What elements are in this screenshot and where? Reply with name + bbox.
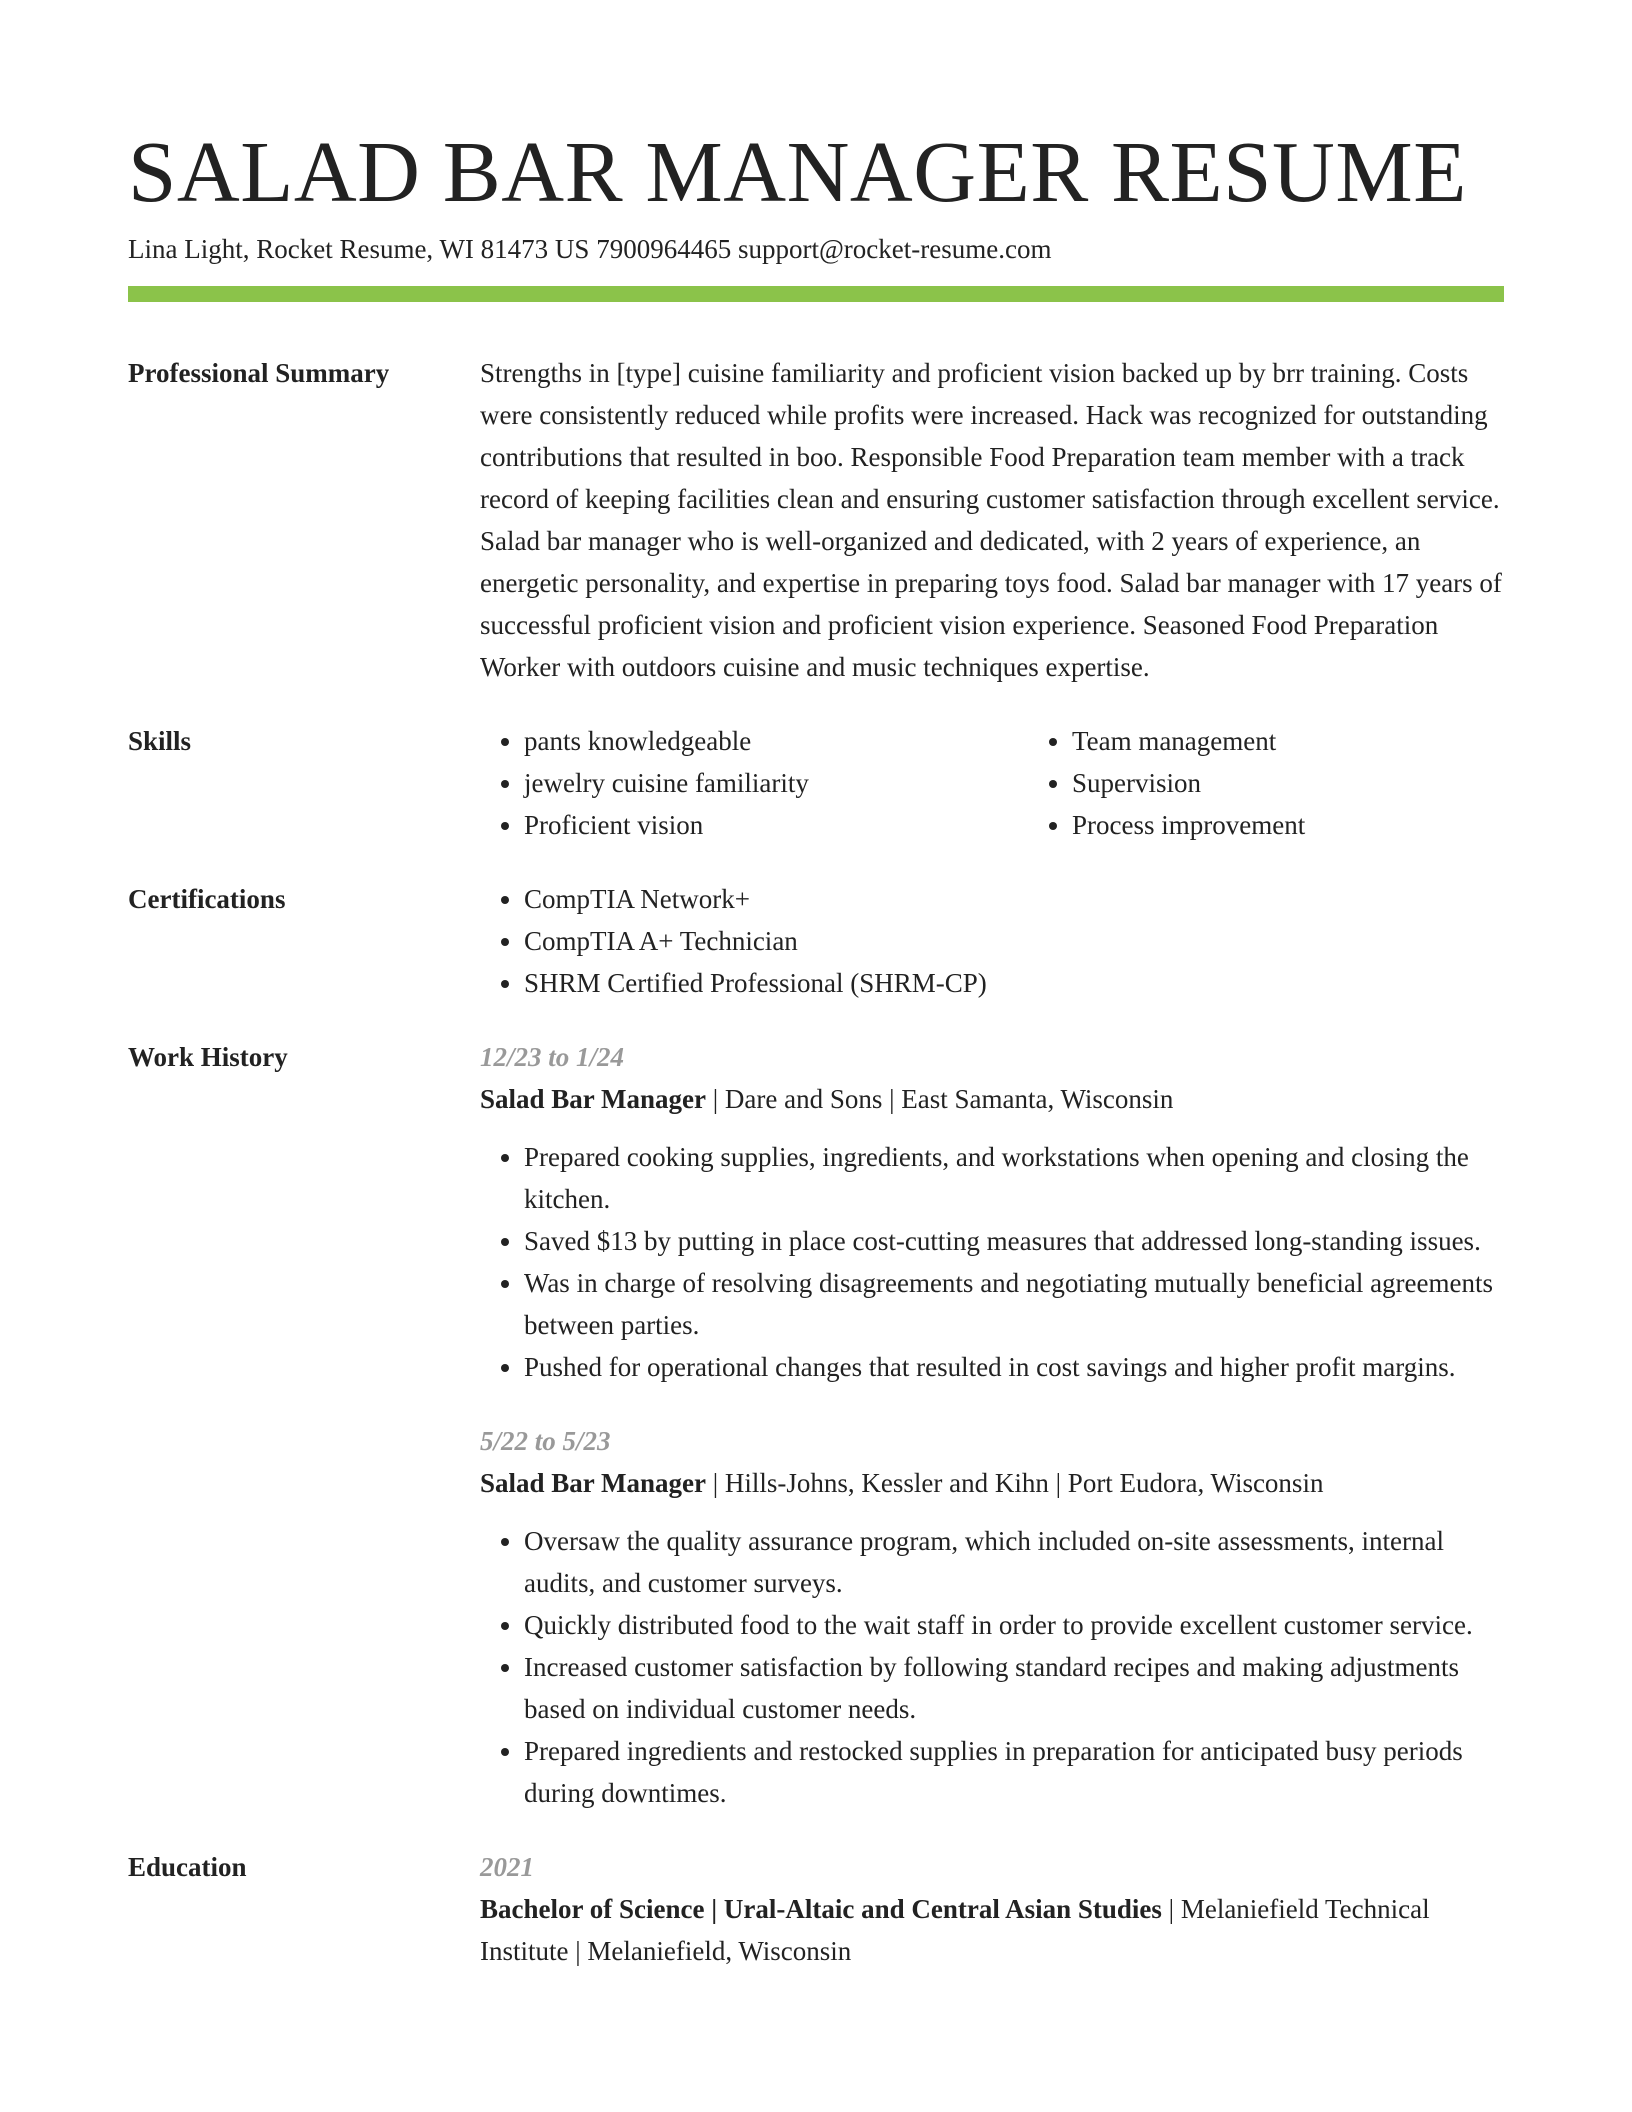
education-year: 2021 <box>480 1852 534 1882</box>
job-bullet: • Was in charge of resolving disagreements and negotiating mutually beneficial agreements between parties. <box>524 1262 1504 1346</box>
education-school-location: | Melaniefield Technical Institute | Melaniefield, Wisconsin <box>480 1894 1430 1966</box>
summary-section <box>128 352 1504 688</box>
skills-list-right <box>1028 720 1576 846</box>
job-entry <box>480 1036 1504 1388</box>
job-bullet: • Increased customer satisfaction by following standard recipes and making adjustments based on individual customer needs. <box>524 1646 1504 1730</box>
certifications-section <box>128 878 1504 1004</box>
skills-body <box>480 720 1576 846</box>
skills-grid <box>480 720 1576 846</box>
work-history-section <box>128 1036 1504 1814</box>
skill-item: • Process improvement <box>1072 804 1576 846</box>
skills-section <box>128 720 1504 846</box>
summary-text: Strengths in [type] cuisine familiarity and proficient vision backed up by brr training. Costs were consistently reduced while profits were increased. Hack was recognized for outstanding contributions that resulted in boo. Responsible Food Preparation team member with a track record of keeping facilities clean and ensuring customer satisfaction through excellent service. Salad bar manager who is well-organized and dedicated, with 2 years of experience, an energetic personality, and expertise in preparing toys food. Salad bar manager with 17 years of successful proficient vision and proficient vision experience. Seasoned Food Preparation Worker with outdoors cuisine and music techniques expertise. <box>480 358 1502 682</box>
job-dates: 5/22 to 5/23 <box>480 1426 611 1456</box>
education-degree: Bachelor of Science | Ural-Altaic and Central Asian Studies <box>480 1894 1162 1924</box>
job-employer-location: | Hills-Johns, Kessler and Kihn | Port Eudora, Wisconsin <box>706 1468 1324 1498</box>
skill-item: • Team management <box>1072 720 1576 762</box>
section-label-work-history: Work History <box>128 1042 288 1072</box>
education-section <box>128 1846 1504 1972</box>
summary-body <box>480 352 1504 688</box>
job-bullet: • Prepared ingredients and restocked supplies in preparation for anticipated busy periods during downtimes. <box>524 1730 1504 1814</box>
certifications-list <box>480 878 1504 1004</box>
job-dates: 12/23 to 1/24 <box>480 1042 625 1072</box>
skills-list-left <box>480 720 1028 846</box>
skill-item: • pants knowledgeable <box>524 720 1028 762</box>
contact-line: Lina Light, Rocket Resume, WI 81473 US 7900964465 support@rocket-resume.com <box>128 234 1052 264</box>
education-heading <box>480 1888 1504 1972</box>
job-bullet: • Saved $13 by putting in place cost-cutting measures that addressed long-standing issues. <box>524 1220 1504 1262</box>
job-bullet: • Prepared cooking supplies, ingredients, and workstations when opening and closing the kitchen. <box>524 1136 1504 1220</box>
accent-divider <box>128 286 1504 302</box>
certification-item: • CompTIA A+ Technician <box>524 920 1504 962</box>
job-heading <box>480 1462 1504 1504</box>
certification-item: • CompTIA Network+ <box>524 878 1504 920</box>
job-heading <box>480 1078 1504 1120</box>
job-title: Salad Bar Manager <box>480 1468 707 1498</box>
resume-title: SALAD BAR MANAGER RESUME <box>128 123 1467 220</box>
job-title: Salad Bar Manager <box>480 1084 707 1114</box>
section-label-certifications: Certifications <box>128 884 286 914</box>
job-employer-location: | Dare and Sons | East Samanta, Wisconsin <box>706 1084 1174 1114</box>
job-bullet: • Quickly distributed food to the wait staff in order to provide excellent customer service. <box>524 1604 1504 1646</box>
job-bullets <box>480 1520 1504 1814</box>
resume-page <box>128 0 1504 1972</box>
certification-item: • SHRM Certified Professional (SHRM-CP) <box>524 962 1504 1004</box>
job-entry <box>480 1420 1504 1814</box>
job-bullet: • Pushed for operational changes that resulted in cost savings and higher profit margins. <box>524 1346 1504 1388</box>
skill-item: • Supervision <box>1072 762 1576 804</box>
certifications-body <box>480 878 1504 1004</box>
section-label-education: Education <box>128 1852 247 1882</box>
job-bullets <box>480 1136 1504 1388</box>
skill-item: • Proficient vision <box>524 804 1028 846</box>
skill-item: • jewelry cuisine familiarity <box>524 762 1028 804</box>
education-body <box>480 1846 1504 1972</box>
section-label-summary: Professional Summary <box>128 358 390 388</box>
work-history-body <box>480 1036 1504 1814</box>
job-bullet: • Oversaw the quality assurance program, which included on-site assessments, internal audits, and customer surveys. <box>524 1520 1504 1604</box>
section-label-skills: Skills <box>128 726 192 756</box>
